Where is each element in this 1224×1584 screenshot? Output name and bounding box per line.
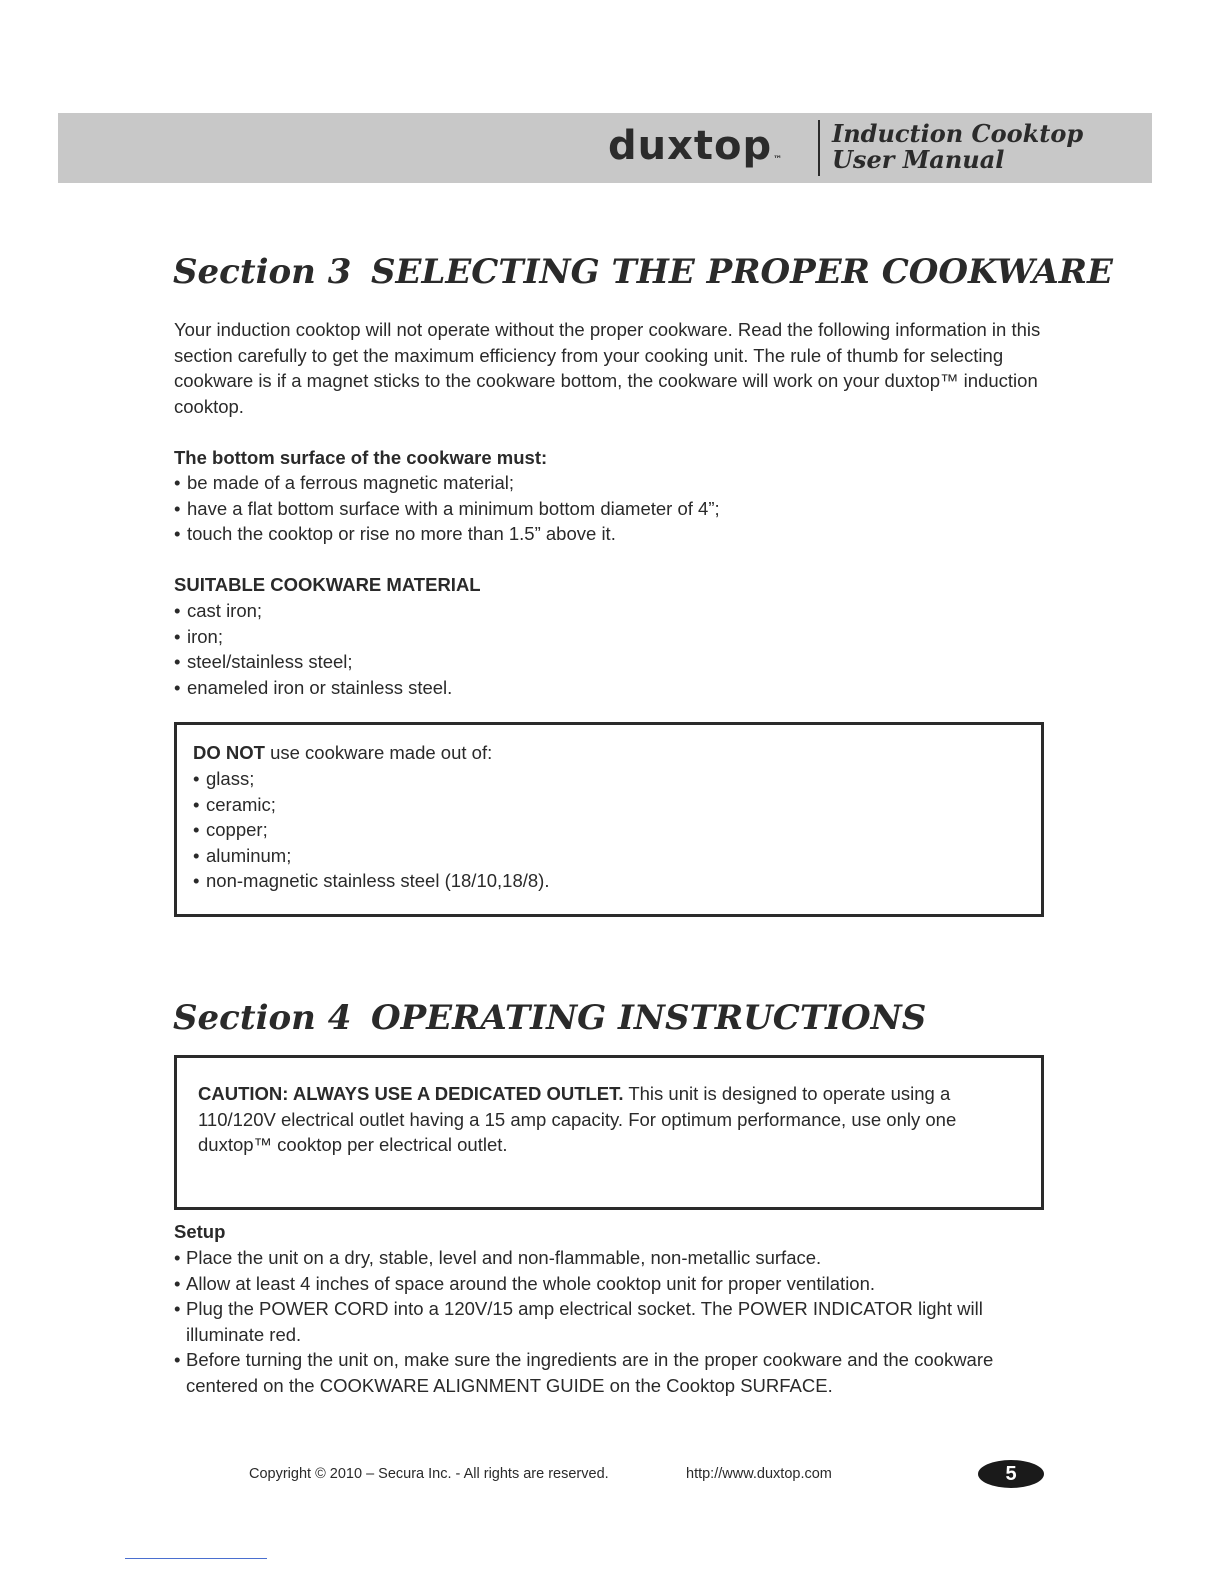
- footer-copyright: Copyright © 2010 – Secura Inc. - All rights are reserved.: [249, 1466, 609, 1482]
- caution-text: [198, 1081, 1024, 1158]
- list-item: • steel/stainless steel;: [174, 649, 1054, 675]
- section-3-heading: [173, 252, 1113, 292]
- list-item: • ceramic;: [193, 792, 1023, 818]
- bottom-surface-list: [174, 470, 1054, 547]
- list-item: • Allow at least 4 inches of space around the whole cooktop unit for proper ventilation.: [174, 1271, 1044, 1297]
- section-4-number: Section 4: [173, 998, 352, 1038]
- header-divider: [818, 120, 820, 176]
- list-item: • Place the unit on a dry, stable, level and non-flammable, non-metallic surface.: [174, 1245, 1044, 1271]
- caution-label: CAUTION: ALWAYS USE A DEDICATED OUTLET.: [198, 1083, 624, 1104]
- section-3-intro: Your induction cooktop will not operate without the proper cookware. Read the following information in this section carefully to get the maximum efficiency from your cooking unit. The rule of thumb for selecting cookware is if a magnet sticks to the cookware bottom, the cookware will work on your duxtop™ induction cooktop.: [174, 319, 1041, 417]
- footer-url[interactable]: http://www.duxtop.com: [686, 1466, 832, 1482]
- do-not-text: use cookware made out of:: [264, 742, 493, 763]
- list-item: • have a flat bottom surface with a minimum bottom diameter of 4”;: [174, 496, 1054, 522]
- list-item: • Plug the POWER CORD into a 120V/15 amp electrical socket. The POWER INDICATOR light will illuminate red.: [174, 1296, 1044, 1347]
- list-item: • glass;: [193, 766, 1023, 792]
- setup-list: [174, 1245, 1044, 1399]
- section-4-heading: [173, 998, 926, 1038]
- do-not-label: DO NOT: [193, 742, 265, 763]
- list-item: • Before turning the unit on, make sure the ingredients are in the proper cookware and the cookware centered on the COOKWARE ALIGNMENT GUIDE on the Cooktop SURFACE.: [174, 1347, 1044, 1398]
- header-title: [832, 121, 1083, 173]
- list-item: • touch the cooktop or rise no more than 1.5” above it.: [174, 521, 1054, 547]
- header-title-line1: Induction Cooktop: [832, 119, 1084, 148]
- logo-trademark: ™: [773, 155, 784, 165]
- section-4-title: OPERATING INSTRUCTIONS: [371, 998, 927, 1038]
- setup-heading: Setup: [174, 1221, 226, 1242]
- suitable-material-list: [174, 598, 1054, 700]
- list-item: • iron;: [174, 624, 1054, 650]
- header-title-line2: User Manual: [832, 145, 1005, 174]
- suitable-material-heading: SUITABLE COOKWARE MATERIAL: [174, 574, 481, 595]
- list-item: • non-magnetic stainless steel (18/10,18/8).: [193, 868, 1023, 894]
- list-item: • cast iron;: [174, 598, 1054, 624]
- list-item: • aluminum;: [193, 843, 1023, 869]
- list-item: • copper;: [193, 817, 1023, 843]
- logo-text: duxtop: [608, 123, 773, 169]
- do-not-list: [193, 766, 1023, 894]
- corner-rule: [125, 1558, 267, 1559]
- bottom-surface-heading: The bottom surface of the cookware must:: [174, 447, 548, 468]
- duxtop-logo: [608, 116, 783, 176]
- list-item: • be made of a ferrous magnetic material;: [174, 470, 1054, 496]
- list-item: • enameled iron or stainless steel.: [174, 675, 1054, 701]
- page-number-badge: 5: [978, 1460, 1044, 1488]
- section-3-number: Section 3: [173, 252, 352, 292]
- section-3-title: SELECTING THE PROPER COOKWARE: [371, 252, 1113, 292]
- do-not-intro: [193, 740, 492, 766]
- caution-body: This unit is designed to operate using a 110/120V electrical outlet having a 15 amp capacity. For optimum performance, use only one duxtop™ cooktop per electrical outlet.: [198, 1083, 957, 1156]
